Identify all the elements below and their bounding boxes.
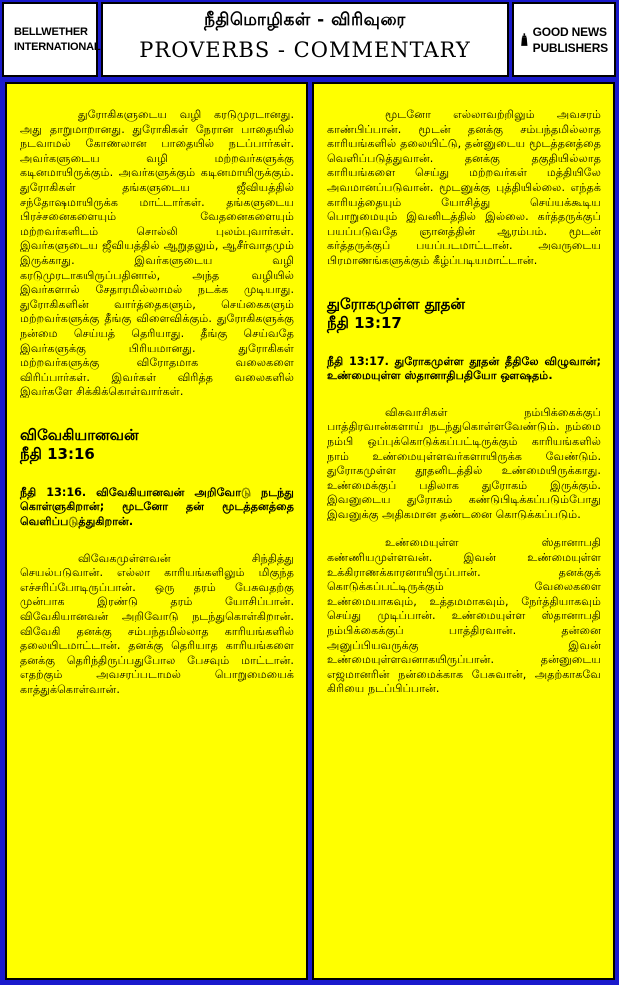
right-section-heading: துரோகமுள்ள தூதன் — [327, 294, 465, 313]
page-title-english: PROVERBS - COMMENTARY — [139, 38, 471, 62]
right-para-1: மூடனோ எல்லாவற்றிலும் அவசரம் காண்பிப்பான். மூடன் தனக்கு சம்பந்தமில்லாத காரியங்களில் தலையிட்டு, தன்னுடைய மூடத்தனத்தை வெளிப்படுத்துவான். தனக்கு தகுதியில்லாத காரியங்களை செய்து மற்றவர்கள் மத்தியிலே அவமானப்படுவான். மூடனுக்கு புத்தியில்லை. எந்தக் காரியத்தையும் யோசித்து செய்யக்கூடிய பொறுமையும் இவனிடத்தில் இல்லை. கர்த்தருக்குப் பயப்படுவதே ஞானத்தின் ஆரம்பம். மூடன் கர்த்தருக்குப் பயப்படமாட்டான். அவருடைய பிரமாணங்களுக்கும் கீழ்ப்படியமாட்டான். — [327, 108, 601, 267]
right-column — [312, 82, 615, 980]
good-news-line2: PUBLISHERS — [532, 40, 608, 55]
right-section-ref: நீதி 13:17 — [327, 313, 402, 332]
right-para-2: விசுவாசிகள் நம்பிக்கைக்குப் பாத்திரவான்களாய் நடந்துகொள்ளவேண்டும். நம்மை நம்பி ஒப்புக்கொடுக்கப்பட்டிருக்கும் காரியங்களில் நாம் உண்மையுள்ளவர்களாயிருக்க வேண்டும். துரோகமுள்ள தூதனிடத்தில் உண்மையிருக்காது. உண்மைக்குப் பதிலாக துரோகம் இருக்கும். இவனுடைய துரோகம் கண்டுபிடிக்கப்படும்போது இவனுக்கு அதிகமான தண்டனை கொடுக்கப்படும். — [327, 405, 601, 521]
left-verse: நீதி 13:16. விவேகியானவன் அறிவோடு நடந்து கொள்ளுகிறான்; மூடனோ தன் மூடத்தனத்தை வெளிப்படுத்துகிறான். — [20, 485, 294, 529]
good-news-logo — [512, 2, 616, 77]
right-verse: நீதி 13:17. துரோகமுள்ள தூதன் தீதிலே விழுவான்; உண்மையுள்ள ஸ்தானாதிபதியோ ஔஷதம். — [327, 354, 601, 383]
right-para-3: உண்மையுள்ள ஸ்தானாபதி கண்ணியமுள்ளவன். இவன் உண்மையுள்ள உக்கிராணக்காரனாயிருப்பான். தனக்குக் கொடுக்கப்பட்டிருக்கும் வேலைகளை உண்மையாகவும், உத்தமமாகவும், நேர்த்தியாகவும் செய்து முடிப்பான். உண்மையுள்ள ஸ்தானாபதி நம்பிக்கைக்குப் பாத்திரவான். தன்னை அனுப்பியவருக்கு இவன் உண்மையுள்ளவனாகயிருப்பான். தன்னுடைய எஜமானரின் நன்மைக்காக பேசுவான், அதற்காகவே கிரியை நடப்பிப்பான். — [327, 536, 601, 696]
left-para-2: விவேகமுள்ளவன் சிந்தித்து செயல்படுவான். எல்லா காரியங்களிலும் மிகுந்த எச்சரிப்போடிருப்பான். ஒரு தரம் பேசுவதற்கு முன்பாக இரண்டு தரம் யோசிப்பான். விவேகியானவன் அறிவோடு நடந்துகொள்கிறான். விவேகி தனக்கு சம்பந்தமில்லாத காரியங்களில் தலையிடமாட்டான். தனக்கு தெரியாத காரியங்களை தனக்கு தெரிந்திருப்பதுபோல பேசவும் மாட்டான். எதற்கும் அவசரப்படாமல் பொறுமையைக் காத்துக்கொள்வான். — [20, 551, 294, 696]
left-section-heading: விவேகியானவன் — [20, 425, 139, 444]
page-title-tamil: நீதிமொழிகள் - விரிவுரை — [204, 10, 406, 30]
left-column — [5, 82, 308, 980]
good-news-icon — [520, 21, 529, 59]
bellwether-logo — [2, 2, 101, 77]
bellwether-line1: BELLWETHER — [14, 25, 88, 38]
bellwether-line2: INTERNATIONAL — [14, 40, 101, 53]
page-title-box — [101, 2, 509, 77]
left-section-ref: நீதி 13:16 — [20, 444, 95, 463]
left-para-1: துரோகிகளுடைய வழி கரடுமுரடானது. அது தாறுமாறானது. துரோகிகள் நேரான பாதையில் நடவாமல் கோணலான பாதையில் நடப்பார்கள். அவர்களுடைய வழி மற்றவர்களுக்கு கடினமாயிருக்கும். அவர்களுக்கும் கடினமாயிருக்கும். துரோகிகள் தங்களுடைய ஜீவியத்தில் சந்தோஷமாயிருக்க மாட்டார்கள். தங்களுடைய பிரச்சனைகளையும் வேதனைகளையும் மற்றவர்களிடம் சொல்லி புலம்புவார்கள். இவர்களுடைய ஜீவியத்தில் ஆறுதலும், ஆசீர்வாதமும் இருக்காது. இவர்களுடைய வழி கரடுமுரடாகயிருப்பதினால், அந்த வழியில் இவர்களால் சேதாரமில்லாமல் நடக்க முடியாது. துரோகிகளின் வார்த்தைகளும், செய்கைகளும் மற்றவர்களுக்கு தீங்கு விளைவிக்கும். துரோகிகளுக்கு நன்மை செய்யத் தெரியாது. தீங்கு செய்வதே இவர்களுக்கு பிரியமானது. துரோகிகள் மற்றவர்களுக்கு விரோதமாக வலைகளை விரிப்பார்கள். இவர்கள் விரித்த வலைகளில் இவர்களே சிக்கிக்கொள்வார்கள். — [20, 108, 294, 399]
good-news-line1: GOOD NEWS — [532, 24, 607, 39]
